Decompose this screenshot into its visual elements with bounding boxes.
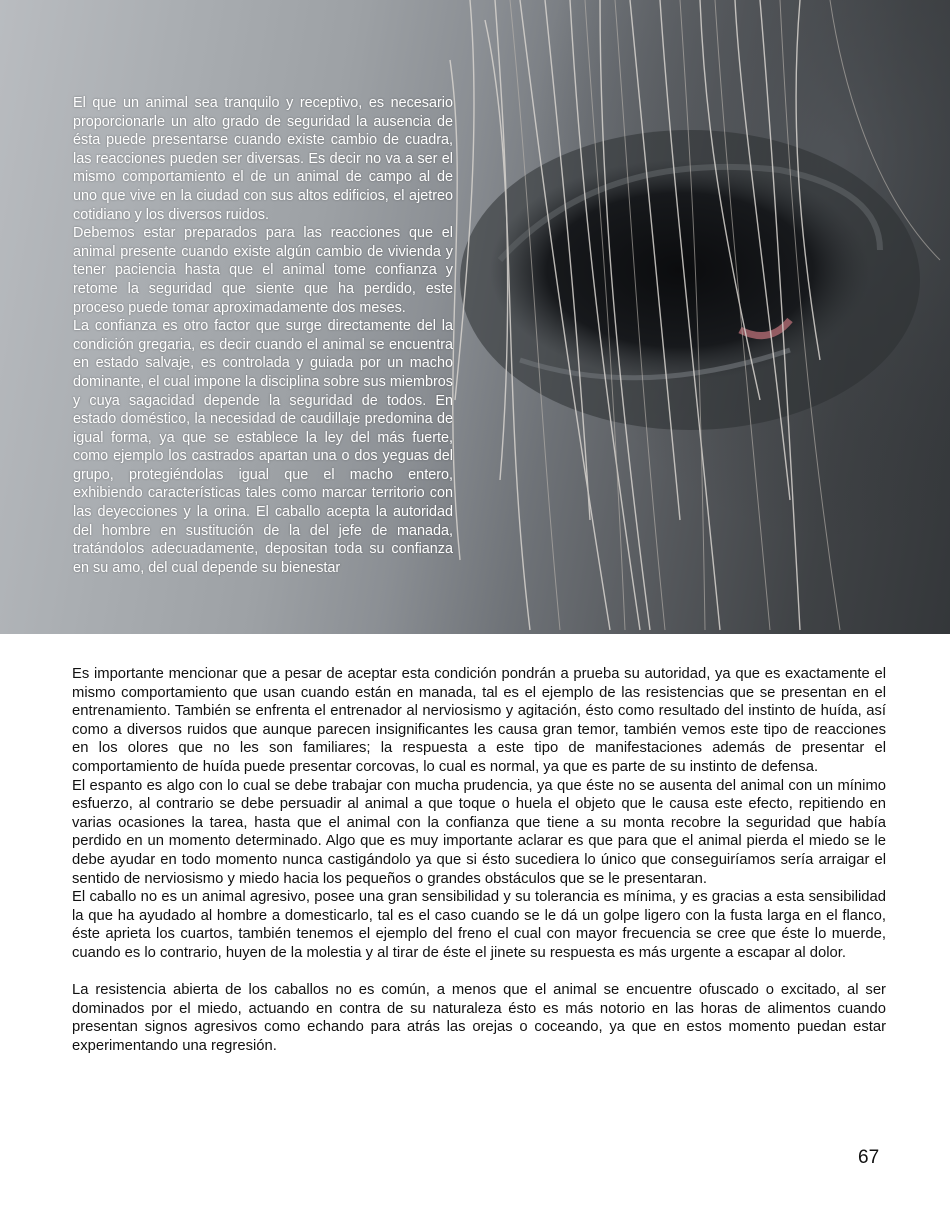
hero-text-block — [73, 94, 453, 577]
body-paragraph: El caballo no es un animal agresivo, posee una gran sensibilidad y su tolerancia es mínima, y es gracias a esta sensibilidad la que ha ayudado al hombre a domesticarlo, tal es el caso cuando se le dá un golpe ligero con la fusta larga en el flanco, éste aprieta los cuartos, también tenemos el ejemplo del freno el cual con mayor frecuencia se cree que éste lo muerde, cuando es lo contrario, huyen de la molestia y al tirar de éste el jinete su respuesta es más urgente a escapar al dolor. — [72, 889, 886, 961]
body-paragraph: Es importante mencionar que a pesar de aceptar esta condición pondrán a prueba su autoridad, ya que es exactamente el mismo comportamiento que usan cuando están en manada, tal es el ejemplo de las resistencias que se presentan en el entrenamiento. También se enfrenta el entrenador al nerviosismo y agitación, ésto como resultado del instinto de huída, así como a diversos ruidos que aunque parecen insignificantes les causa gran temor, también vemos este tipo de reacciones en los olores que no les son familiares; la respuesta a este tipo de manifestaciones además de presentar el comportamiento de huída puede presentar corcovas, lo cual es normal, ya que es parte de su instinto de defensa. — [72, 666, 886, 775]
body-paragraph: El espanto es algo con lo cual se debe trabajar con mucha prudencia, ya que éste no se ausenta del animal con un mínimo esfuerzo, al contrario se debe persuadir al animal a que toque o huela el objeto que le causa este efecto, repitiendo en varias ocasiones la tarea, hasta que el animal con la confianza que tiene a su monta recobre la seguridad que había perdido en un momento determinado. Algo que es muy importante aclarar es que para que el animal pierda el miedo se le debe ayudar en todo momento nunca castigándolo ya que si ésto sucediera lo único que conseguiríamos sería arraigar el sentido de nerviosismo y miedo hacia los pequeños o grandes obstáculos que se le presentaran. — [72, 777, 886, 887]
hero-paragraph: La confianza es otro factor que surge directamente del la condición gregaria, es decir cuando el animal se encuentra en estado salvaje, es controlada y guiada por un macho dominante, el cual impone la disciplina sobre sus miembros y cuya sagacidad depende la seguridad de todos. En estado doméstico, la necesidad de caudillaje predomina de igual forma, ya que se establece la ley del más fuerte, como ejemplo los castrados apartan una o dos yeguas del grupo, protegiéndolas igual que el macho entero, exhibiendo características tales como marcar territorio con las deyecciones y la orina. El caballo acepta la autoridad del hombre en sustitución de la del jefe de manada, tratándolos adecuadamente, depositan toda su confianza en su amo, del cual depende su bienestar — [73, 318, 453, 576]
hero-paragraph: El que un animal sea tranquilo y receptivo, es necesario proporcionarle un alto grado de seguridad la ausencia de ésta puede presentarse cuando existe cambio de cuadra, las reacciones pueden ser diversas. Es decir no va a ser el mismo comportamiento el de un animal de campo al de uno que vive en la ciudad con sus altos edificios, el ajetreo cotidiano y los diversos ruidos. — [73, 95, 453, 223]
hero-paragraph: Debemos estar preparados para las reacciones que el animal presente cuando existe algún cambio de vivienda y tener paciencia hasta que el animal tome confianza y retome la seguridad que siente que ha perdido, este proceso puede tomar aproximadamente dos meses. — [73, 225, 453, 316]
body-text-block — [72, 665, 886, 1055]
body-paragraph: La resistencia abierta de los caballos no es común, a menos que el animal se encuentre ofuscado o excitado, al ser dominados por el miedo, actuando en contra de su naturaleza ésto es más notorio en las horas de alimentos cuando presentan signos agresivos como echando para atrás las orejas o coceando, ya que en estos momento puedan estar experimentando una regresión. — [72, 982, 886, 1054]
page-number: 67 — [858, 1147, 880, 1168]
